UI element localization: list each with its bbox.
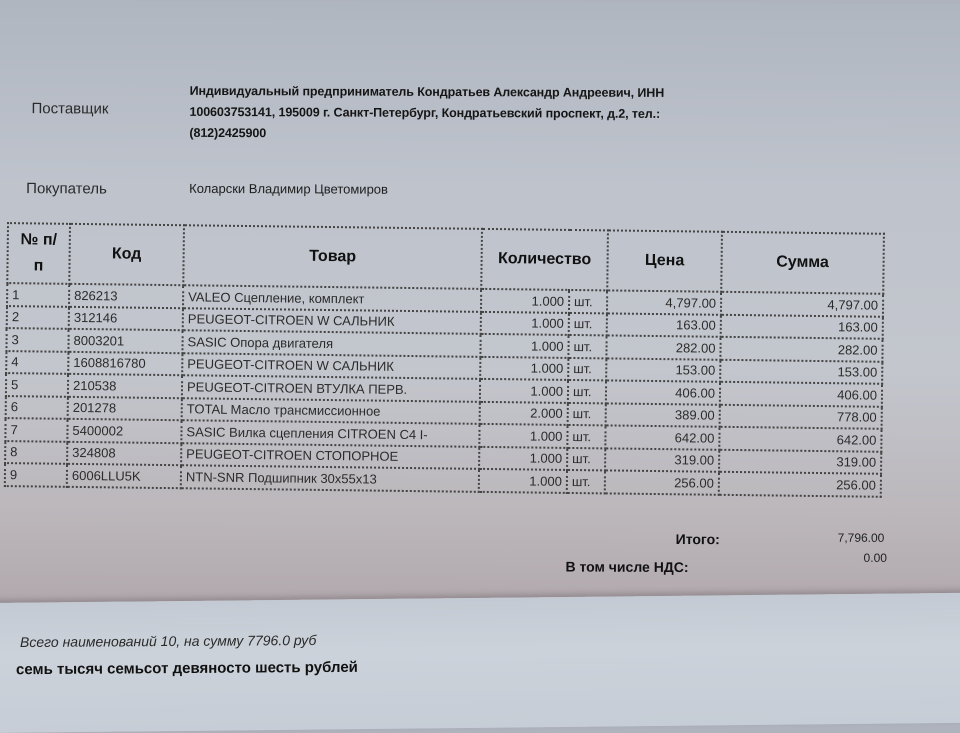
buyer-label: Покупатель	[26, 180, 107, 198]
vat-label: В том числе НДС:	[565, 558, 689, 576]
vat-value: 0.00	[863, 550, 887, 565]
table-row: 3 8003201 SASIC Опора двигателя 1.000 шт. 282.00 282.00	[6, 328, 882, 361]
supplier-label: Поставщик	[31, 100, 109, 118]
table-row: 4 1608816780 PEUGEOT-CITROEN W САЛЬНИК 1.000 шт. 153.00 153.00	[6, 351, 882, 384]
header-no: № п/ п	[7, 223, 70, 284]
supplier-line-1: Индивидуальный предприниматель Кондратьев Александр Андреевич, ИНН	[189, 83, 665, 100]
table-row: 8 324808 PEUGEOT-CITROEN СТОПОРНОЕ 1.000 шт. 319.00 319.00	[5, 441, 881, 474]
table-row: 6 201278 TOTAL Масло трансмиссионное 2.000 шт. 389.00 778.00	[6, 396, 882, 429]
supplier-line-3: (812)2425900	[189, 125, 267, 141]
table-header-row	[7, 223, 884, 294]
amount-in-words: семь тысяч семьсот девяносто шесть рублей	[15, 658, 358, 679]
items-table	[4, 222, 885, 497]
table-row: 7 5400002 SASIC Вилка сцепления CITROEN C4 I- 1.000 шт. 642.00 642.00	[5, 418, 881, 451]
header-price: Цена	[607, 230, 722, 291]
total-label: Итого:	[675, 530, 720, 548]
table-row: 5 210538 PEUGEOT-CITROEN ВТУЛКА ПЕРВ. 1.000 шт. 406.00 406.00	[6, 373, 882, 406]
header-sum: Сумма	[721, 232, 884, 294]
header-name: Товар	[183, 225, 482, 289]
total-value: 7,796.00	[837, 530, 885, 545]
table-row: 1 826213 VALEO Сцепление, комплект 1.000 шт. 4,797.00 4,797.00	[7, 283, 883, 316]
header-code: Код	[69, 224, 184, 285]
table-row: 2 312146 PEUGEOT-CITROEN W САЛЬНИК 1.000 шт. 163.00 163.00	[7, 306, 883, 339]
supplier-line-2: 100603753141, 195009 г. Санкт-Петербург, Кондратьевский проспект, д.2, тел.:	[189, 104, 661, 121]
supplier-details	[189, 81, 789, 147]
buyer-name: Коларски Владимир Цветомиров	[189, 180, 388, 197]
header-qty: Количество	[481, 229, 608, 291]
table-row: 9 6006LLU5K NTN-SNR Подшипник 30x55x13 1.000 шт. 256.00 256.00	[5, 463, 881, 496]
items-summary: Всего наименований 10, на сумму 7796.0 руб	[19, 631, 317, 651]
